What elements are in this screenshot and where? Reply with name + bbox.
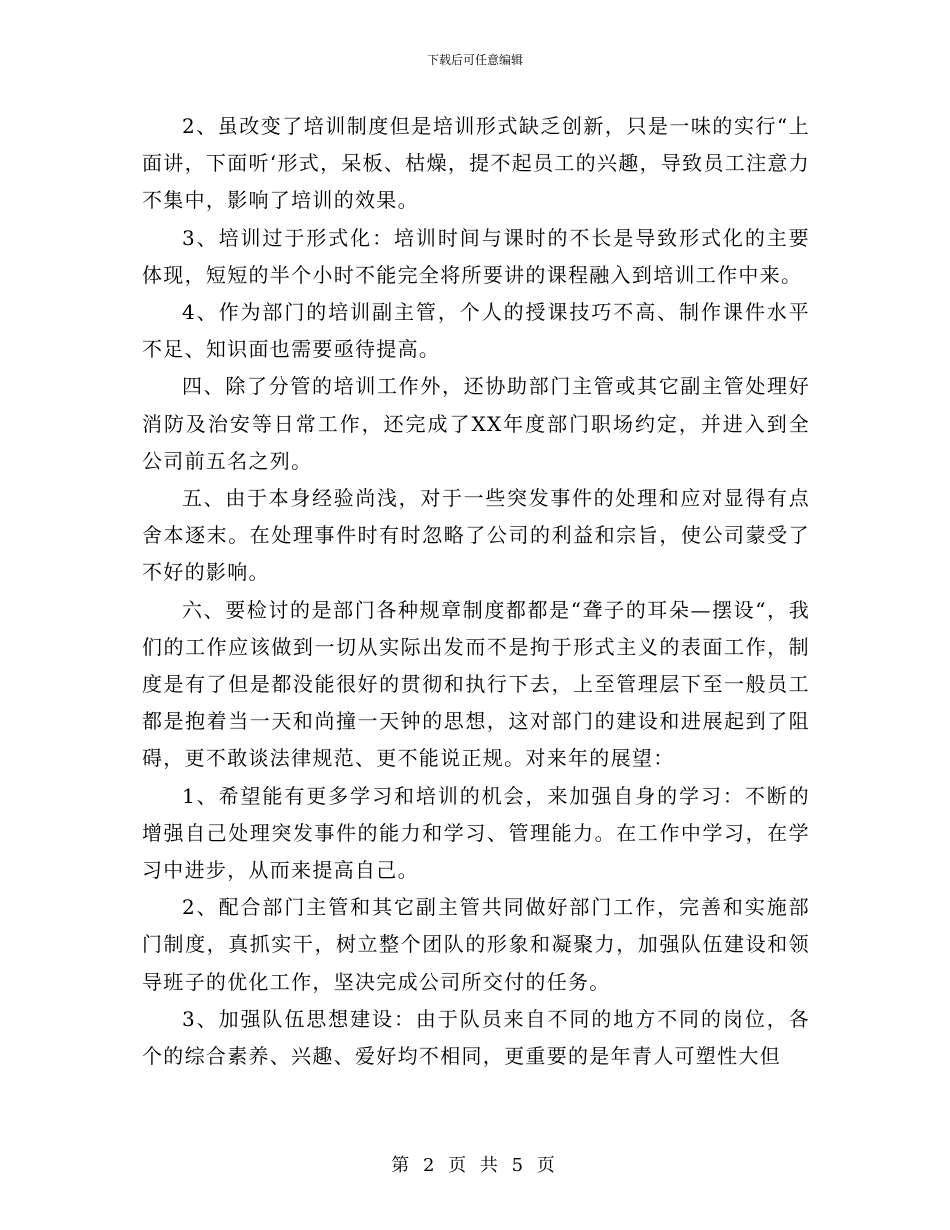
paragraph-1: 2、虽改变了培训制度但是培训形式缺乏创新，只是一味的实行“上面讲，下面听‘形式，呆板、枯燥，提不起员工的兴趣，导致员工注意力不集中，影响了培训的效果。 [142,114,810,213]
paragraph-7: 1、希望能有更多学习和培训的机会，来加强自身的学习：不断的增强自己处理突发事件的能力和学习、管理能力。在工作中学习，在学习中进步，从而来提高自己。 [142,783,810,883]
paragraph-6: 六、要检讨的是部门各种规章制度都都是“聋子的耳朵—摆设“，我们的工作应该做到一切从实际出发而不是拘于形式主义的表面工作，制度是有了但是都没能很好的贯彻和执行下去，上至管理层下至一般员工都是抱着当一天和尚撞一天钟的思想，这对部门的建设和进展起到了阻碍，更不敢谈法律规范、更不能说正规。对来年的展望： [142,597,810,771]
page-number-footer: 第 2 页 共 5 页 [391,1155,559,1176]
paragraph-2: 3、培训过于形式化：培训时间与课时的不长是导致形式化的主要体现，短短的半个小时不能完全将所要讲的课程融入到培训工作中来。 [142,225,810,287]
paragraph-4: 四、除了分管的培训工作外，还协助部门主管或其它副主管处理好消防及治安等日常工作，还完成了XX年度部门职场约定，并进入到全公司前五名之列。 [142,374,810,473]
paragraph-8: 2、配合部门主管和其它副主管共同做好部门工作，完善和实施部门制度，真抓实干，树立整个团队的形象和凝聚力，加强队伍建设和领导班子的优化工作，坚决完成公司所交付的任务。 [142,895,810,994]
document-body [142,108,810,1075]
paragraph-3: 4、作为部门的培训副主管，个人的授课技巧不高、制作课件水平不足、知识面也需要亟待提高。 [142,300,810,362]
paragraph-5: 五、由于本身经验尚浅，对于一些突发事件的处理和应对显得有点舍本逐末。在处理事件时有时忽略了公司的利益和宗旨，使公司蒙受了不好的影响。 [142,486,810,585]
page-header: 下载后可任意编辑 [426,53,523,67]
paragraph-9: 3、加强队伍思想建设：由于队员来自不同的地方不同的岗位，各个的综合素养、兴趣、爱好均不相同，更重要的是年青人可塑性大但 [142,1006,810,1069]
